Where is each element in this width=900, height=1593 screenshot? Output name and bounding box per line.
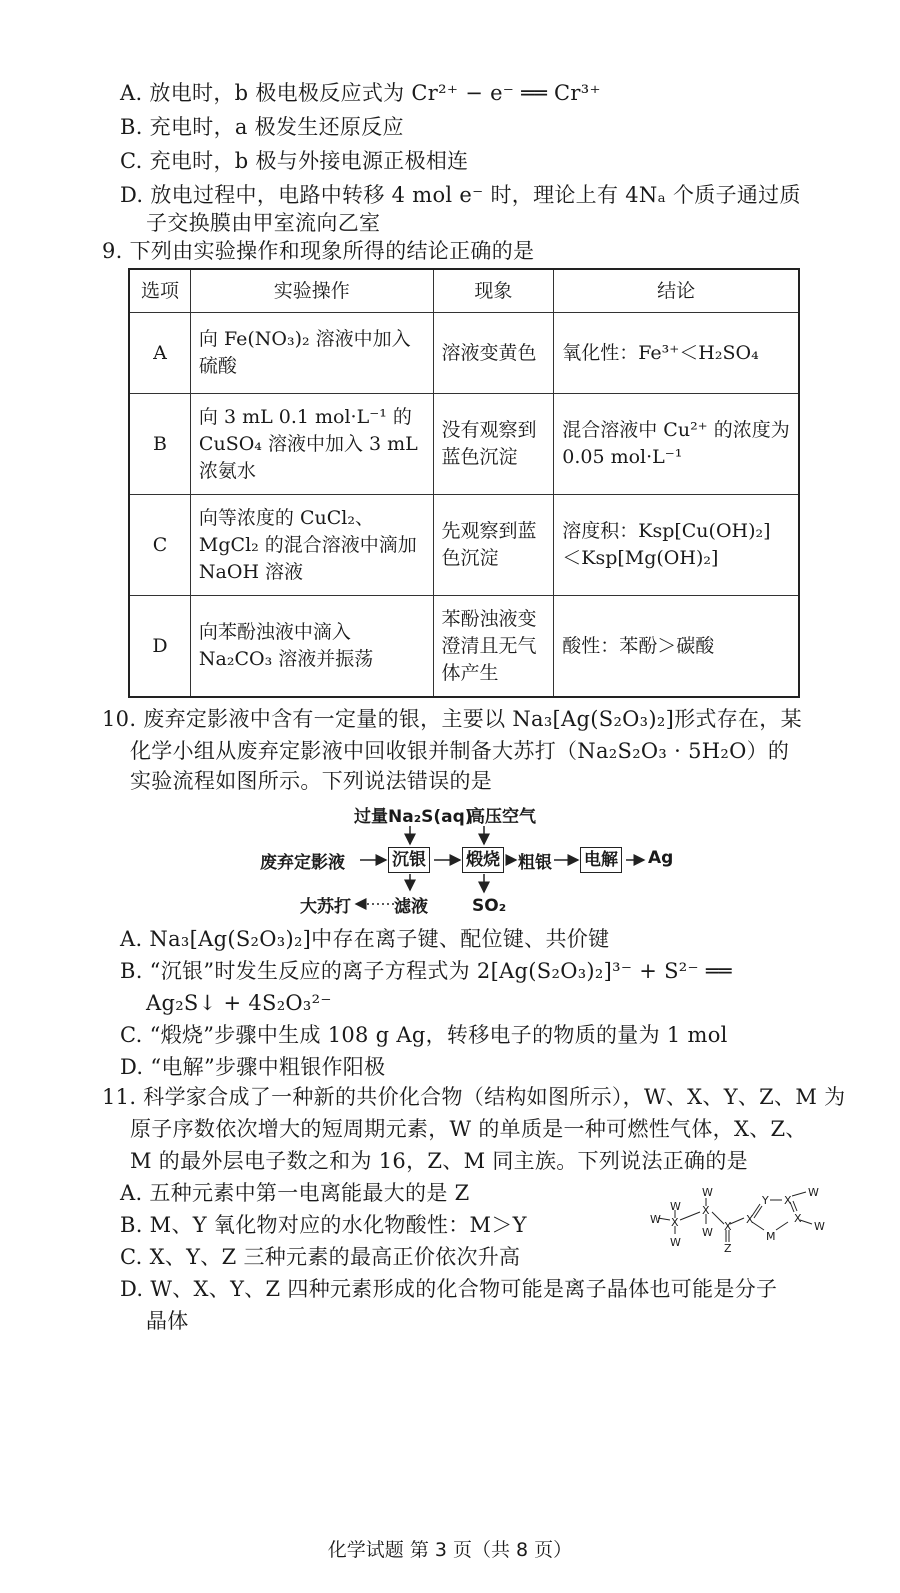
row-conclusion: 氧化性：Fe³⁺＜H₂SO₄ bbox=[554, 313, 799, 394]
row-conclusion: 酸性：苯酚＞碳酸 bbox=[554, 596, 799, 698]
q8-option-d: D. 放电过程中，电路中转移 4 mol e⁻ 时，理论上有 4Nₐ 个质子通过质 bbox=[120, 183, 801, 207]
row-operation: 向苯酚浊液中滴入 Na₂CO₃ 溶液并振荡 bbox=[190, 596, 433, 698]
table-row bbox=[129, 313, 799, 394]
step-electrolysis: 电解 bbox=[580, 847, 622, 873]
q8-option-b: B. 充电时，a 极发生还原反应 bbox=[120, 115, 404, 139]
crude-silver: 粗银 bbox=[518, 853, 552, 873]
row-conclusion: 溶度积：Ksp[Cu(OH)₂] ＜Ksp[Mg(OH)₂] bbox=[554, 495, 799, 596]
table-row bbox=[129, 596, 799, 698]
reagent-air: 高压空气 bbox=[468, 807, 536, 827]
atom-w: W bbox=[808, 1186, 819, 1199]
byproduct-hypo: 大苏打 bbox=[300, 897, 351, 917]
q10-option-b-cont: Ag₂S↓ + 4S₂O₃²⁻ bbox=[146, 991, 332, 1015]
atom-x: X bbox=[794, 1212, 802, 1225]
row-phenomenon: 溶液变黄色 bbox=[433, 313, 554, 394]
q10-option-a: A. Na₃[Ag(S₂O₃)₂]中存在离子键、配位键、共价键 bbox=[120, 927, 610, 951]
q9-stem: 9. 下列由实验操作和现象所得的结论正确的是 bbox=[102, 239, 535, 263]
table-row bbox=[129, 394, 799, 495]
row-operation: 向等浓度的 CuCl₂、MgCl₂ 的混合溶液中滴加 NaOH 溶液 bbox=[190, 495, 433, 596]
q10-stem-line1: 10. 废弃定影液中含有一定量的银，主要以 Na₃[Ag(S₂O₃)₂]形式存在，某 bbox=[102, 707, 802, 731]
byproduct-so2: SO₂ bbox=[472, 896, 507, 916]
atom-y: Y bbox=[762, 1194, 769, 1207]
q11-option-b: B. M、Y 氧化物对应的水化物酸性：M＞Y bbox=[120, 1213, 527, 1237]
q11-option-c: C. X、Y、Z 三种元素的最高正价依次升高 bbox=[120, 1245, 521, 1269]
q11-option-a: A. 五种元素中第一电离能最大的是 Z bbox=[120, 1181, 470, 1205]
flow-start: 废弃定影液 bbox=[260, 853, 345, 873]
process-flow-diagram bbox=[260, 800, 700, 922]
table-header-cell: 实验操作 bbox=[190, 269, 433, 313]
row-conclusion: 混合溶液中 Cu²⁺ 的浓度为 0.05 mol·L⁻¹ bbox=[554, 394, 799, 495]
step-calcine: 煅烧 bbox=[462, 847, 504, 873]
table-header-row bbox=[129, 269, 799, 313]
row-option: B bbox=[129, 394, 190, 495]
atom-w: W bbox=[670, 1200, 681, 1213]
table-row bbox=[129, 495, 799, 596]
q8-option-d-cont: 子交换膜由甲室流向乙室 bbox=[146, 211, 381, 235]
product-silver: Ag bbox=[648, 848, 674, 868]
q8-option-a: A. 放电时，b 极电极反应式为 Cr²⁺ − e⁻ ══ Cr³⁺ bbox=[120, 81, 601, 105]
atom-w: W bbox=[702, 1226, 713, 1239]
row-phenomenon: 苯酚浊液变澄清且无气体产生 bbox=[433, 596, 554, 698]
table-header-cell: 现象 bbox=[433, 269, 554, 313]
molecular-structure bbox=[640, 1180, 840, 1260]
reagent-na2s: 过量Na₂S(aq) bbox=[354, 807, 473, 827]
atom-x: X bbox=[724, 1220, 732, 1233]
atom-w: W bbox=[814, 1220, 825, 1233]
q11-stem-line3: M 的最外层电子数之和为 16，Z、M 同主族。下列说法正确的是 bbox=[130, 1149, 748, 1173]
row-phenomenon: 先观察到蓝色沉淀 bbox=[433, 495, 554, 596]
atom-x: X bbox=[784, 1194, 792, 1207]
q10-stem-line2: 化学小组从废弃定影液中回收银并制备大苏打（Na₂S₂O₃ · 5H₂O）的 bbox=[130, 739, 790, 763]
row-operation: 向 3 mL 0.1 mol·L⁻¹ 的 CuSO₄ 溶液中加入 3 mL 浓氨水 bbox=[190, 394, 433, 495]
filtrate: 滤液 bbox=[394, 897, 428, 917]
atom-w: W bbox=[650, 1213, 661, 1226]
table-header-cell: 结论 bbox=[554, 269, 799, 313]
q11-option-d: D. W、X、Y、Z 四种元素形成的化合物可能是离子晶体也可能是分子 bbox=[120, 1277, 778, 1301]
q10-option-d: D. “电解”步骤中粗银作阳极 bbox=[120, 1055, 386, 1079]
q10-stem-line3: 实验流程如图所示。下列说法错误的是 bbox=[130, 769, 493, 793]
q10-option-c: C. “煅烧”步骤中生成 108 g Ag，转移电子的物质的量为 1 mol bbox=[120, 1023, 728, 1047]
row-option: C bbox=[129, 495, 190, 596]
atom-x: X bbox=[671, 1216, 679, 1229]
q8-option-c: C. 充电时，b 极与外接电源正极相连 bbox=[120, 149, 469, 173]
atom-x: X bbox=[702, 1204, 710, 1217]
q10-option-b: B. “沉银”时发生反应的离子方程式为 2[Ag(S₂O₃)₂]³⁻ + S²⁻ ══ bbox=[120, 959, 732, 983]
row-operation: 向 Fe(NO₃)₂ 溶液中加入硫酸 bbox=[190, 313, 433, 394]
row-option: A bbox=[129, 313, 190, 394]
atom-x: X bbox=[746, 1213, 754, 1226]
atom-m: M bbox=[766, 1230, 776, 1243]
step-precipitate-silver: 沉银 bbox=[388, 847, 430, 873]
q11-stem-line2: 原子序数依次增大的短周期元素，W 的单质是一种可燃性气体，X、Z、 bbox=[130, 1117, 807, 1141]
atom-z: Z bbox=[724, 1242, 732, 1255]
row-option: D bbox=[129, 596, 190, 698]
q11-option-d-cont: 晶体 bbox=[146, 1309, 189, 1333]
experiment-table bbox=[128, 268, 800, 698]
atom-w: W bbox=[670, 1236, 681, 1249]
row-phenomenon: 没有观察到蓝色沉淀 bbox=[433, 394, 554, 495]
table-header-cell: 选项 bbox=[129, 269, 190, 313]
q11-stem-line1: 11. 科学家合成了一种新的共价化合物（结构如图所示），W、X、Y、Z、M 为 bbox=[102, 1085, 846, 1109]
page-footer: 化学试题 第 3 页（共 8 页） bbox=[327, 1539, 573, 1561]
atom-w: W bbox=[702, 1186, 713, 1199]
